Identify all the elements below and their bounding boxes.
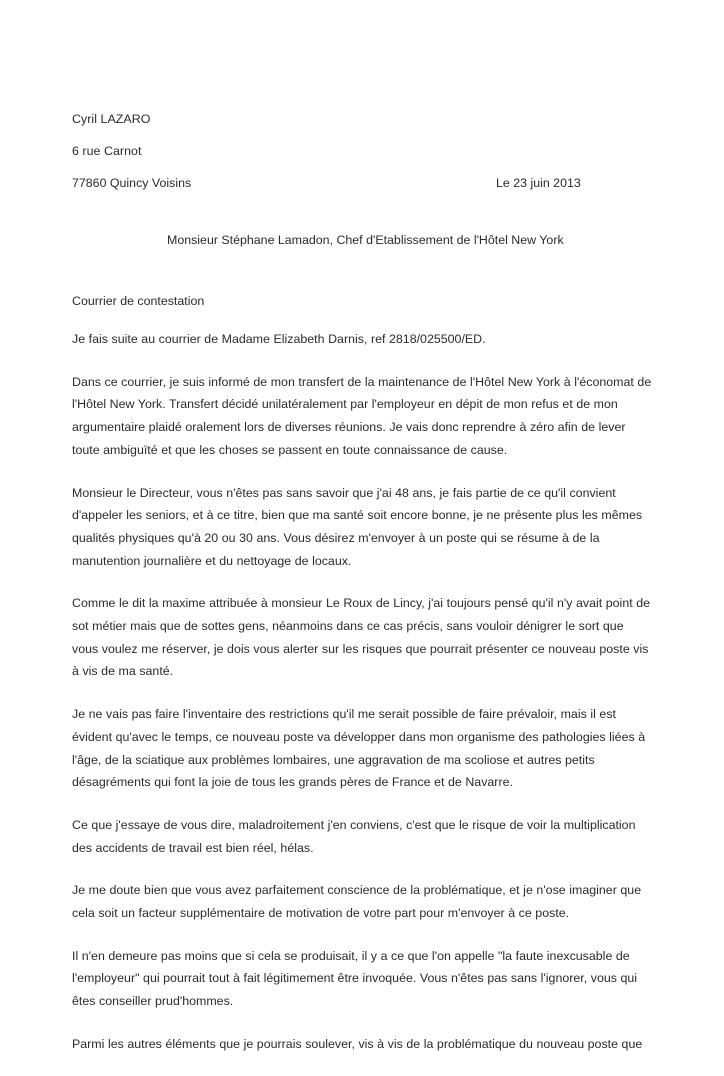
paragraph: Comme le dit la maxime attribuée à monsieur Le Roux de Lincy, j'ai toujours pensé qu'il n'y avait point de sot métier mais que de sottes gens, néanmoins dans ce cas précis, sans vouloir dénigrer le sort que vous voulez me réserver, je dois vous alerter sur les risques que pourrait présenter ce nouveau poste vis à vis de ma santé. <box>72 596 651 679</box>
sender-city-and-date-row <box>72 176 652 190</box>
paragraph: Je ne vais pas faire l'inventaire des restrictions qu'il me serait possible de faire prévaloir, mais il est évident qu'avec le temps, ce nouveau poste va développer dans mon organisme des pathologies liées à l'âge, de la sciatique aux problèmes lombaires, une aggravation de ma scoliose et autres petits désagréments qui font la joie de tous les grands pères de France et de Navarre. <box>72 707 646 790</box>
paragraph: Je fais suite au courrier de Madame Elizabeth Darnis, ref 2818/025500/ED. <box>72 332 486 346</box>
paragraph: Parmi les autres éléments que je pourrais soulever, vis à vis de la problématique du nouveau poste que <box>72 1036 643 1051</box>
sender-name: Cyril LAZARO <box>72 112 151 126</box>
paragraph: Il n'en demeure pas moins que si cela se produisait, il y a ce que l'on appelle "la faute inexcusable de l'employeur" qui pourrait tout à fait légitimement être invoquée. Vous n'êtes pas sans l'ignorer, vous qui êtes conseiller prud'hommes. <box>72 948 638 1009</box>
letter-date: Le 23 juin 2013 <box>496 176 581 190</box>
letter-body <box>72 294 652 1056</box>
paragraph: Monsieur le Directeur, vous n'êtes pas sans savoir que j'ai 48 ans, je fais partie de ce qu'il convient d'appeler les seniors, et à ce titre, bien que ma santé soit encore bonne, je ne présente plus les mêmes qualités physiques qu'à 20 ou 30 ans. Vous désirez m'envoyer à un poste qui se résume à de la manutention journalière et du nettoyage de locaux. <box>72 485 643 568</box>
sender-city: 77860 Quincy Voisins <box>72 176 192 190</box>
subject-line: Courrier de contestation <box>72 294 205 308</box>
paragraph: Je me doute bien que vous avez parfaitement conscience de la problématique, et je n'ose imaginer que cela soit un facteur supplémentaire de motivation de votre part pour m'envoyer à ce poste. <box>72 883 642 921</box>
addressee-line: Monsieur Stéphane Lamadon, Chef d'Etablissement de l'Hôtel New York <box>167 233 564 247</box>
paragraph: Dans ce courrier, je suis informé de mon transfert de la maintenance de l'Hôtel New York à l'économat de l'Hôtel New York. Transfert décidé unilatéralement par l'employeur en dépit de mon refus et de mon argumentaire plaidé oralement lors de diverses réunions. Je vais donc reprendre à zéro afin de lever toute ambiguïté et que les choses se passent en toute connaissance de cause. <box>72 374 652 457</box>
letter-content <box>72 112 652 1076</box>
sender-street: 6 rue Carnot <box>72 144 142 158</box>
paragraph: Ce que j'essaye de vous dire, maladroitement j'en conviens, c'est que le risque de voir la multiplication des accidents de travail est bien réel, hélas. <box>72 817 636 855</box>
